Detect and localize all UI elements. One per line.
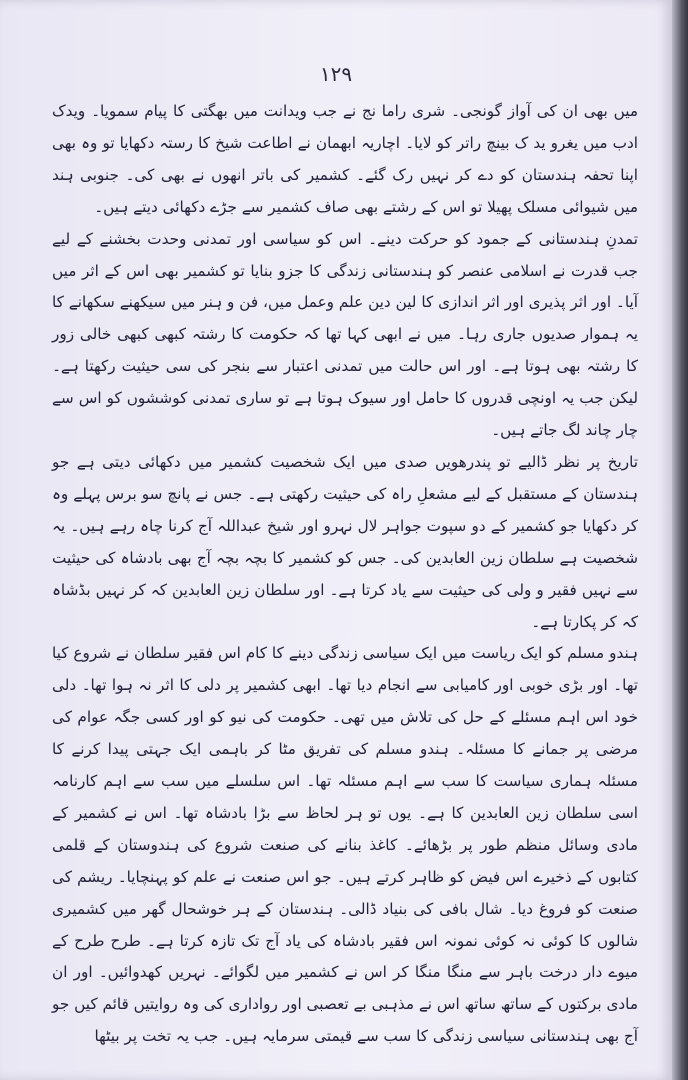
page-number: ۱۲۹ (319, 62, 353, 86)
paragraph-2: تمدنِ ہندستانی کے جمود کو حرکت دینے۔ اس کو سیاسی اور تمدنی وحدت بخشنے کے لیے جب قدرت نے اسلامی عنصر کو ہندستانی زندگی کا جزو بنایا تو کشمیر بھی اس کے اثر میں آیا۔ اور اثر پذیری اور اثر اندازی کا لین دین علم وعمل میں، فن و ہنر میں سیکھنے سکھانے کا یہ ہموار صدیوں جاری رہا۔ میں نے ابھی کہا تھا کہ حکومت کا رشتہ کبھی کبھی خالی زور کا رشتہ بھی ہوتا ہے۔ اور اس حالت میں تمدنی اعتبار سے بنجر کی سی حیثیت رکھتا ہے۔ لیکن جب یہ اونچی قدروں کا حامل اور سیوک ہوتا ہے تو ساری تمدنی کوششوں کو اس سے چار چاند لگ جاتے ہیں۔ (52, 229, 638, 440)
page-body-text (52, 96, 638, 1053)
book-spine-edge (672, 0, 688, 1080)
paragraph-1: میں بھی ان کی آواز گونجی۔ شری راما نج نے جب ویدانت میں بھگتی کا پیام سمویا۔ ویدک ادب میں یغرو ید ک بینچ راتر کو لایا۔ اچاریہ ابھمان نے اطاعت شیخ کا رستہ دکھایا تو وہ بھی اپنا تحفہ ہندستان کو دے کر نہیں رک گئے۔ کشمیر کی باتر انھوں نے بھی کی۔ جنوبی ہند میں شیوائی مسلک پھیلا تو اس کے رشتے بھی صاف کشمیر سے جڑے دکھائی دیتے ہیں۔ (52, 102, 638, 216)
paragraph-3: تاریخ پر نظر ڈالیے تو پندرھویں صدی میں ایک شخصیت کشمیر میں دکھائی دیتی ہے جو ہندستان کے مستقبل کے لیے مشعلِ راہ کی حیثیت رکھتی ہے۔ جس نے پانچ سو برس پہلے وہ کر دکھایا جو کشمیر کے دو سپوت جواہر لال نہرو اور شیخ عبداللہ آج کرنا چاہ رہے ہیں۔ یہ شخصیت ہے سلطان زین العابدین کی۔ جس کو کشمیر کا بچہ بچہ آج بھی بادشاہ کی حیثیت سے نہیں فقیر و ولی کی حیثیت سے یاد کرتا ہے۔ اور سلطان زین العابدین کہ کر نہیں بڈشاہ کہ کر پکارتا ہے۔ (52, 452, 638, 631)
paragraph-4: ہندو مسلم کو ایک ریاست میں ایک سیاسی زندگی دینے کا کام اس فقیر سلطان نے شروع کیا تھا۔ اور بڑی خوبی اور کامیابی سے انجام دیا تھا۔ ابھی کشمیر پر دلی کا اثر نہ ہوا تھا۔ دلی خود اس اہم مسئلے کے حل کی تلاش میں تھی۔ حکومت کی نیو کو اور کسی جگہ عوام کی مرضی پر جمانے کا مسئلہ۔ ہندو مسلم کی تفریق مٹا کر باہمی ایک جہتی پیدا کرنے کا مسئلہ ہماری سیاست کا سب سے اہم مسئلہ تھا۔ اس سلسلے میں سب سے اہم کارنامہ اسی سلطان زین العابدین کا ہے۔ یوں تو ہر لحاظ سے بڑا بادشاہ تھا۔ اس نے کشمیر کے مادی وسائل منظم طور پر بڑھائے۔ کاغذ بنانے کی صنعت شروع کی ہندوستان کے قلمی کتابوں کے ذخیرے اس فیض کو ظاہر کرتے ہیں۔ جو اس صنعت نے علم کو پہنچایا۔ ریشم کی صنعت کو فروغ دیا۔ شال بافی کی بنیاد ڈالی۔ ہندستان کے ہر خوشحال گھر میں کشمیری شالوں کا کوئی نہ کوئی نمونہ اس فقیر بادشاہ کی یاد آج تک تازہ کرتا ہے۔ طرح طرح کے میوے دار درخت باہر سے منگا منگا کر اس نے کشمیر میں لگوائے۔ نہریں کھدوائیں۔ اور ان مادی برکتوں کے ساتھ ساتھ اس نے مذہبی بے تعصبی اور رواداری کی وہ روایتیں قائم کیں جو آج بھی ہندستانی سیاسی زندگی کا سب سے قیمتی سرمایہ ہیں۔ جب یہ تخت پر بیٹھا (52, 644, 638, 1046)
